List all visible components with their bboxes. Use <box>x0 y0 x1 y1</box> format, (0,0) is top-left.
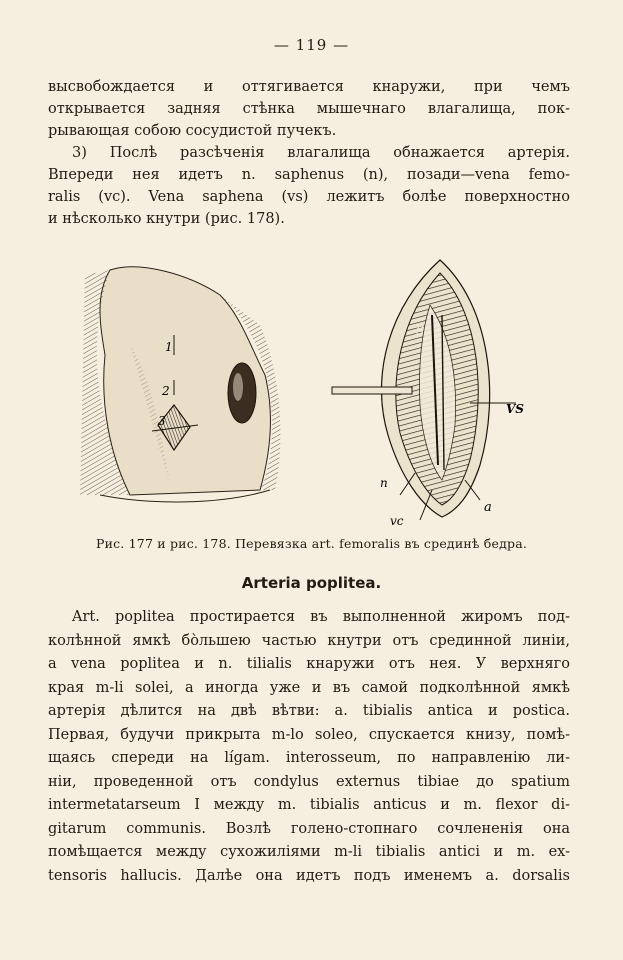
figure-label: VS <box>506 402 524 416</box>
text-line: высвобождается и оттягивается кнаружи, при чемъ <box>48 79 570 95</box>
text-line: intermetatarseum I между m. tibialis anticus и m. flexor di- <box>48 797 570 813</box>
text-line: Art. poplitea простирается въ выполненной жиромъ под- <box>72 609 570 625</box>
text-line: помѣщается между сухожиліями m-li tibialis antici и m. ex- <box>48 844 570 860</box>
figure-178-incision <box>332 260 524 528</box>
text-line: ralis (vc). Vena saphena (vs) лежитъ болѣе поверхностно <box>48 189 570 205</box>
figure-label: 2 <box>162 384 170 398</box>
figure-177-thigh <box>80 267 280 502</box>
section-heading: Arteria poplitea. <box>241 574 382 592</box>
figure-caption: Рис. 177 и рис. 178. Перевязка art. femoralis въ срединѣ бедра. <box>95 536 528 551</box>
page-number: — 119 — <box>273 36 350 54</box>
figure-label: 3 <box>158 414 166 428</box>
text-line: а vena poplitea и n. tilialis кнаружи отъ нея. У верхняго <box>48 656 570 672</box>
text-line: открывается задняя стѣнка мышечнаго влагалища, пок- <box>48 101 570 117</box>
figure-label: n <box>380 476 388 490</box>
text-line: ніи, проведенной отъ condylus externus tibiae до spatium <box>48 773 570 790</box>
text-line: tensoris hallucis. Далѣе она идетъ подъ именемъ a. dorsalis <box>48 867 570 884</box>
body-paragraph <box>48 606 570 888</box>
text-line: артерія дѣлится на двѣ вѣтви: a. tibialis antica и postica. <box>48 703 570 719</box>
figure-label: a <box>484 500 492 515</box>
text-line: 3) Послѣ разсѣченія влагалища обнажается артерія. <box>72 145 570 161</box>
text-line: Первая, будучи прикрыта m-lo soleo, спускается книзу, помѣ- <box>48 726 570 743</box>
text-line: Впереди нея идетъ n. saphenus (n), позади—vena femo- <box>48 167 570 183</box>
text-line: gitarum communis. Возлѣ голено-стопнаго сочлененія она <box>48 820 570 837</box>
figure-label: 1 <box>165 340 173 354</box>
text-line: и нѣсколько кнутри (рис. 178). <box>48 211 285 227</box>
text-line: колѣнной ямкѣ бо̀льшею частью кнутри отъ срединной линіи, <box>48 632 570 649</box>
text-line: рывающая собою сосудистой пучекъ. <box>48 123 337 139</box>
top-paragraphs <box>48 76 570 230</box>
text-line: щаясь спереди на lígam. interosseum, по направленію ли- <box>48 750 570 766</box>
anatomical-figures <box>70 255 540 530</box>
figure-label: S <box>416 324 425 338</box>
figure-label: vc <box>390 514 404 528</box>
text-line: края m-li solei, а иногда уже и въ самой подколѣнной ямкѣ <box>48 679 570 696</box>
